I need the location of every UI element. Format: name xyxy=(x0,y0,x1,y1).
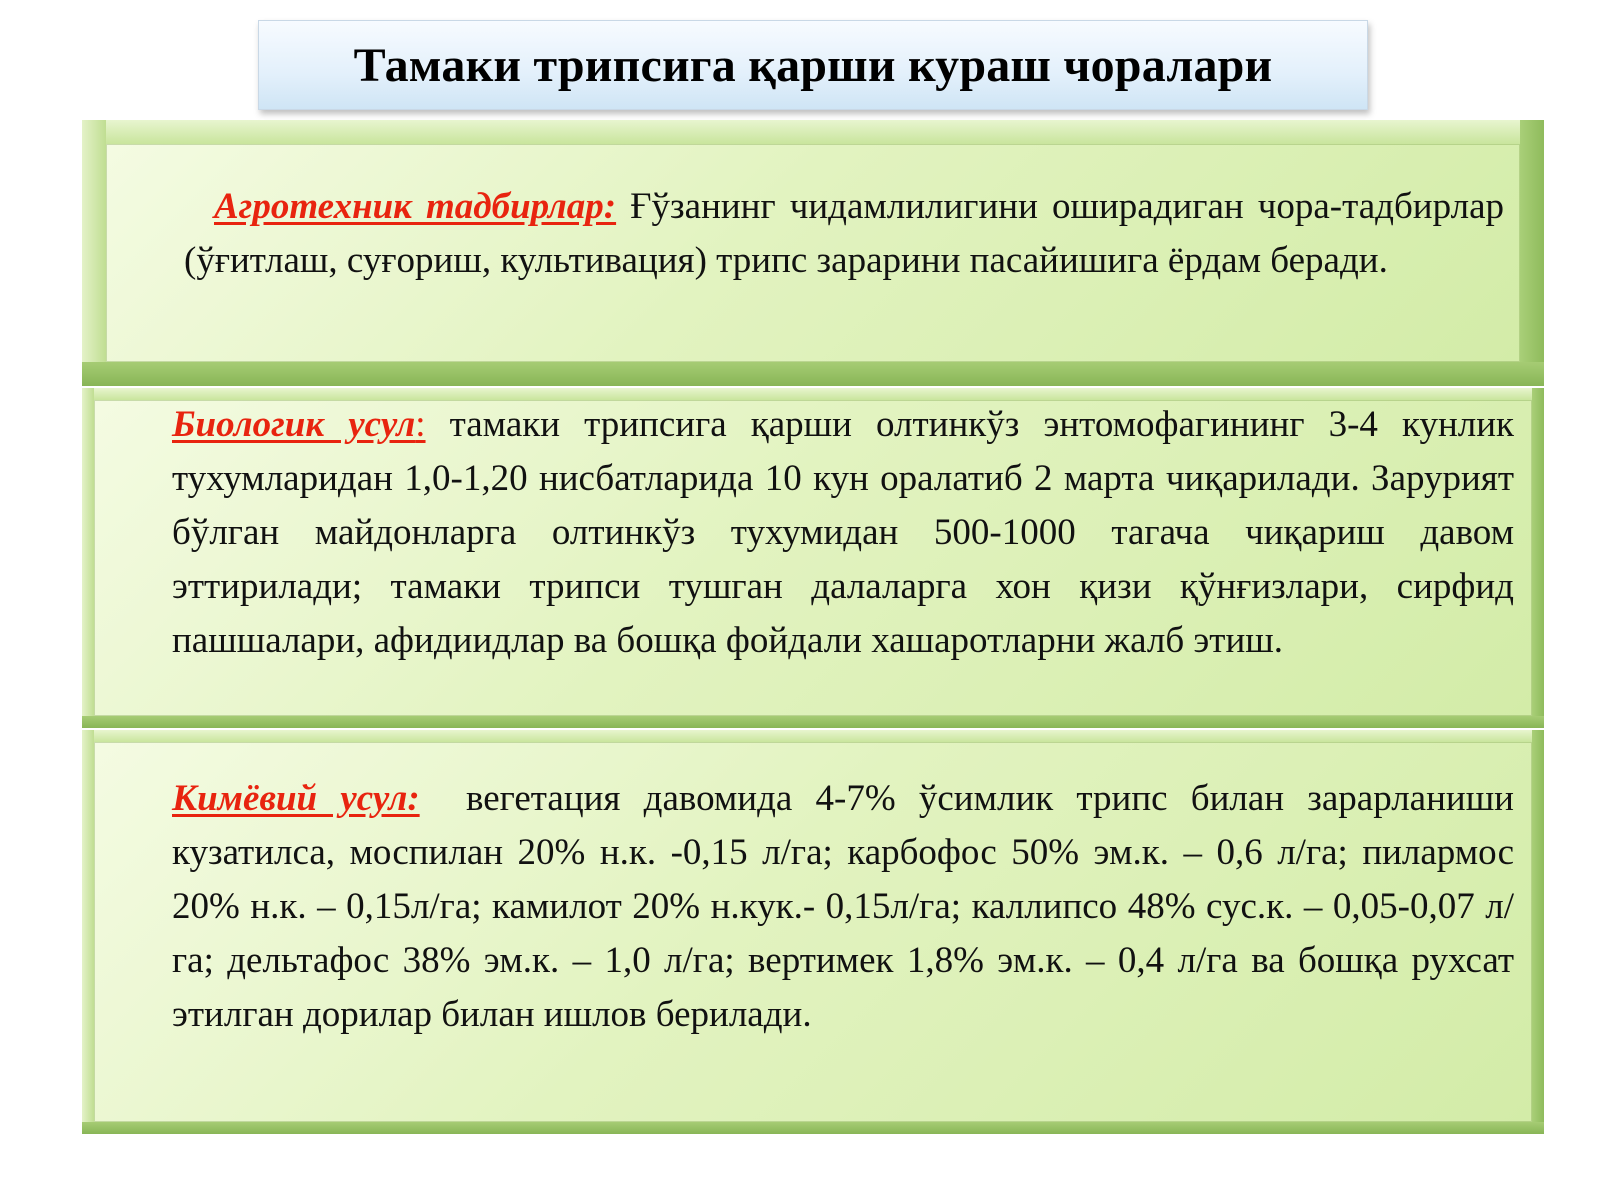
agrotechnical-heading: Агротехник тадбирлар: xyxy=(214,186,617,227)
page-title: Тамаки трипсига қарши кураш чоралари xyxy=(353,38,1273,92)
panel-bevel-left xyxy=(82,388,94,728)
agrotechnical-text: Ғўзанинг чидамлилигини оширадиган чора-тадбирлар (ўғитлаш, суғориш, культивация) трипс зарарини пасайишига ёрдам беради. xyxy=(184,186,1504,281)
panel-bevel-bottom xyxy=(82,716,1544,728)
biological-heading: Биологик усул xyxy=(172,404,416,445)
title-box xyxy=(258,20,1368,110)
biological-paragraph xyxy=(172,398,1514,668)
chemical-text: вегетация давомида 4-7% ўсимлик трипс билан зарарланиши кузатилса, моспилан 20% н.к. -0,15 л/га; карбофос 50% эм.к. – 0,6 л/га; пилармос 20% н.к. – 0,15л/га; камилот 20% н.кук.- 0,15л/га; каллипсо 48% сус.к. – 0,05-0,07 л/га; дельтафос 38% эм.к. – 1,0 л/га; вертимек 1,8% эм.к. – 0,4 л/га ва бошқа рухсат этилган дорилар билан ишлов берилади. xyxy=(172,778,1524,1035)
panel-bevel-top xyxy=(82,730,1544,742)
chemical-heading: Кимёвий усул: xyxy=(172,778,420,819)
chemical-paragraph xyxy=(172,772,1524,1042)
panel-bevel-bottom xyxy=(82,362,1544,386)
panel-bevel-bottom xyxy=(82,1122,1544,1134)
panel-bevel-right xyxy=(1532,388,1544,728)
panel-bevel-left xyxy=(82,730,94,1134)
panel-bevel-right xyxy=(1532,730,1544,1134)
panel-bevel-top xyxy=(82,120,1544,144)
panel-bevel-left xyxy=(82,120,106,386)
biological-text: тамаки трипсига қарши олтинкўз энтомофагининг 3-4 кунлик тухумларидан 1,0-1,20 нисбатларида 10 кун оралатиб 2 марта чиқарилади. Зарурият бўлган майдонларга олтинкўз тухумидан 500-1000 тагача чиқариш давом эттирилади; тамаки трипси тушган далаларга хон қизи қўнғизлари, сирфид пашшалари, афидиидлар ва бошқа фойдали хашаротларни жалб этиш. xyxy=(172,404,1514,661)
biological-heading-colon: : xyxy=(415,404,426,445)
agrotechnical-paragraph xyxy=(184,180,1504,288)
panel-bevel-right xyxy=(1520,120,1544,386)
